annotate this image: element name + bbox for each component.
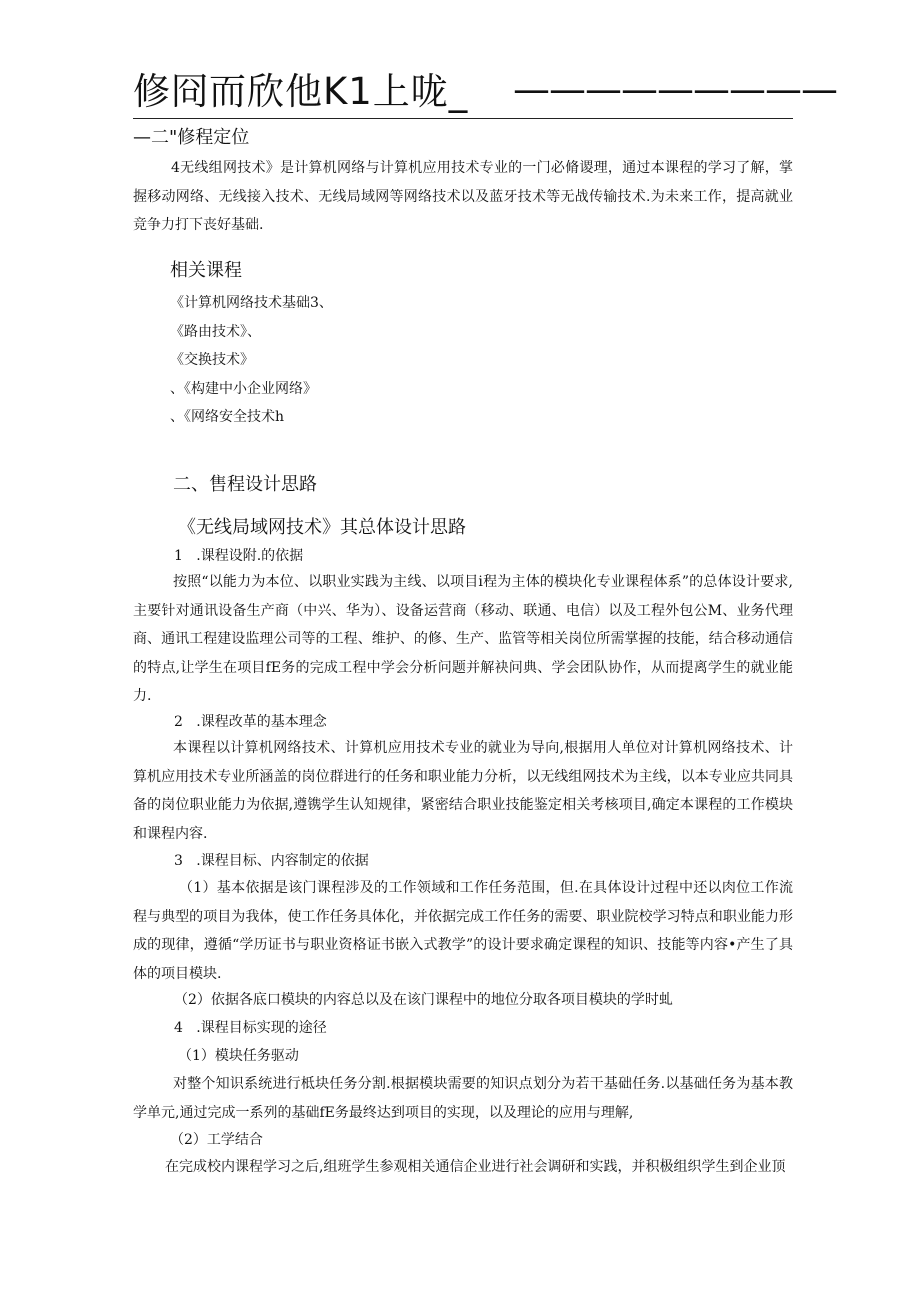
point4-sub1-title: （1）模块任务驱动	[178, 1048, 299, 1064]
course-positioning-paragraph: 4无线组网技术》是计算机网络与计算机应用技术专业的一门必脩谡理，通过本课程的学习了解，掌握移动网络、无线接入技术、无线局域网等网络技术以及蓝牙技术等无战传输技术.为未来工作，提高就业竞争力打下丧好基础.	[133, 160, 793, 233]
point4-sub2-paragraph: 在完成校内课程学习之后,组班学生参观相关通信企业进行社会调研和实践，并积极组织学生到企业顶	[165, 1159, 786, 1175]
related-course-item: 《交换技术》	[170, 352, 254, 368]
point4-sub2-title: （2）工学结合	[170, 1132, 263, 1148]
point2-paragraph: 本课程以计算机网络技术、计算机应用技术专业的就业为导向,根据用人单位对计算机网络技术、计算机应用技术专业所涵盖的岗位群进行的任务和职业能力分析，以无线组网技术为主线，以本专业应共同具备的岗位职业能力为依据,遵镌学生认知规律，紧密结合职业技能鉴定相关考核项目,确定本课程的工作模块和课程内容.	[133, 740, 793, 842]
document-title: 修冏而欣他K1上咙_	[133, 70, 469, 113]
related-course-item: 、《构建中小企业网络》	[170, 380, 317, 397]
point1-title: 1 .课程设附.的依据	[174, 548, 304, 564]
point4-title: 4 .课程目标实现的途径	[174, 1020, 327, 1036]
point1-paragraph: 按照“以能力为本位、以职业实践为主线、以项目i程为主体的模块化专业课程体系”的总体设计要求,主要针对通讯设备生产商（中兴、华为）、设备运营商（移动、联通、电信）以及工程外包公M、业务代理商、通讯工程建设监理公司等的工程、维护、的修、生产、监管等相关岗位所需掌握的技能，结合移动通信的特点,让学生在项目fE务的完成工程中学会分析问题并解袂问典、学会团队协作，从而提离学生的就业能力.	[133, 574, 793, 704]
section1-heading: —二"修程定位	[133, 127, 250, 148]
document-title-row	[133, 68, 837, 119]
point4-sub1-paragraph: 对整个知识系统进行柢块任务分割.根据模块需要的知识点划分为若干基础任务.以基础任务为基本教学单元,通过完成一系列的基础fE务最终达到项目的实现，以及理论的应用与理解,	[133, 1076, 793, 1121]
related-courses-heading: 相关课程	[170, 260, 242, 281]
point2-title: 2 .课程改革的基本理念	[174, 714, 327, 730]
related-courses-list	[170, 293, 333, 436]
design-idea-subheading: 《无线局域网技术》其总体设计思路	[178, 517, 466, 538]
point3-title: 3 .课程目标、内容制定的依据	[174, 853, 369, 869]
title-dash-rule: —————————	[513, 68, 837, 111]
related-course-item: 、《网络安全技术h	[170, 409, 285, 425]
section2-heading: 二、售程设计思路	[173, 474, 317, 495]
related-course-item: 《计算机网络技术基础3、	[170, 295, 333, 311]
point3-item2-line: （2）依据各底口模块的内容总以及在该门课程中的地位分取各项目模块的学时虬	[174, 992, 673, 1008]
related-course-item: 《路由技术》、	[170, 323, 261, 340]
point3-item1-paragraph: （1）基本依据是该门课程涉及的工作领域和工作任务范围，但.在具体设计过程中还以肉位工作流程与典型的项目为我体，使工作任务具体化，并依据完成工作任务的需要、职业院校学习特点和职业能力形成的现律，遵循“学历证书与职业资格证书嵌入式教学”的设计要求确定课程的知识、技能等内容•产生了具体的项目模块.	[133, 880, 793, 982]
